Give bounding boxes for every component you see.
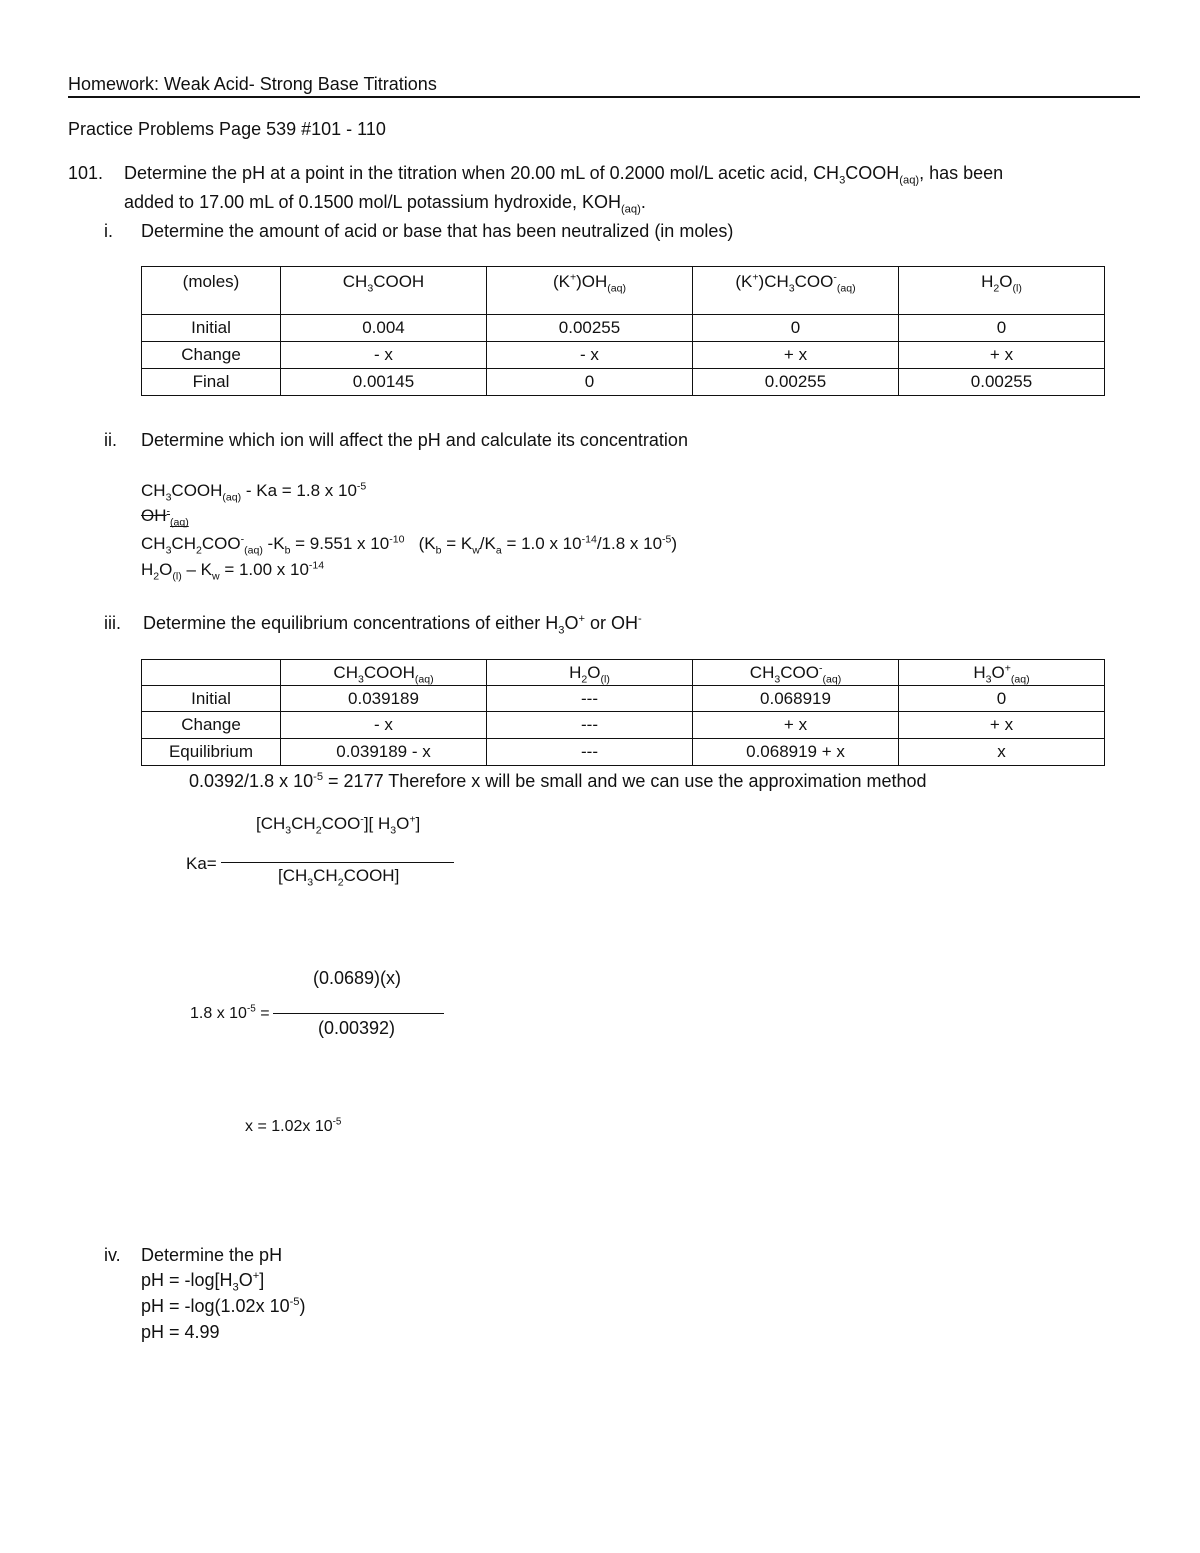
table-cell: Initial — [142, 686, 281, 712]
kw-line: $H_2O_{(l)} - K_w = 1.00$ x $10^{-14}$ — [141, 559, 325, 583]
table-cell: 0.004 — [281, 315, 487, 342]
numeric-denominator: (0.00392) — [318, 1018, 396, 1038]
kb-line: $CH_3CH_2COO^-_{(aq)}$ $-K_b = 9.551$ x $10^{-10}$ ($K_b = K_w/K_a = 1.0$ x $10^{-14}/1.8$ x $10^{-5}$) — [141, 533, 678, 557]
table-cell: $H_2O_{(l)}$ — [899, 267, 1105, 315]
table-cell: Final — [142, 369, 281, 396]
table-cell: 0 — [899, 315, 1105, 342]
problem-number: 101. — [68, 163, 104, 183]
ph-line-1: pH = $-\log[H_3O^+]$ — [141, 1270, 265, 1294]
table-cell: 0.068919 + x — [693, 739, 899, 766]
step-iii-label: Determine the equilibrium concentrations of either $H_3O^+$ or OH- — [143, 613, 642, 637]
table-cell: - x — [281, 712, 487, 739]
numeric-numerator: (0.0689)(x) — [313, 968, 402, 988]
table-cell: - x — [487, 342, 693, 369]
table-cell: x — [899, 739, 1105, 766]
table-row — [142, 739, 1105, 766]
numeric-fraction-bar — [273, 1013, 444, 1014]
ph-line-3: pH = 4.99 — [141, 1322, 220, 1342]
ka-numerator: $[CH_3CH_2COO^-]$[ $H_3O^+$] — [256, 813, 421, 837]
table-cell: 0.00145 — [281, 369, 487, 396]
struck-hydroxide-line: $OH^-_{(aq)}$ — [141, 505, 189, 529]
table-cell: Equilibrium — [142, 739, 281, 766]
step-ii-label: Determine which ion will affect the pH and calculate its concentration — [141, 430, 688, 450]
table-row — [142, 315, 1105, 342]
step-ii-numeral: ii. — [104, 430, 117, 450]
ph-line-2: pH = -log(1.02x $10^{-5}$) — [141, 1296, 306, 1316]
table-cell: 0.039189 — [281, 686, 487, 712]
table-cell: Change — [142, 712, 281, 739]
table-cell: Initial — [142, 315, 281, 342]
table-row — [142, 686, 1105, 712]
table-cell: 0.068919 — [693, 686, 899, 712]
table-cell: $CH_3COOH$ — [281, 267, 487, 315]
table-cell: $H_2O_{(l)}$ — [487, 660, 693, 686]
ka-denominator: $[CH_3CH_2COOH]$ — [278, 866, 400, 889]
x-result: x = 1.02x $10^{-5}$ — [245, 1116, 342, 1135]
table-header-row — [142, 267, 1105, 315]
table-cell: + x — [899, 712, 1105, 739]
numeric-lhs: 1.8 x $10^{-5}$ = — [190, 1003, 270, 1022]
step-iv-label: Determine the pH — [141, 1245, 283, 1265]
table-row — [142, 342, 1105, 369]
step-iii-numeral: iii. — [104, 613, 121, 633]
table-cell: - x — [281, 342, 487, 369]
table-cell: 0.00255 — [899, 369, 1105, 396]
table-cell: 0.00255 — [693, 369, 899, 396]
table-header-row — [142, 660, 1105, 686]
approximation-check: 0.0392/1.8 x $10^{-5} = 2177$ Therefore x will be small and we can use the approximation method — [189, 771, 927, 791]
table-cell: --- — [487, 739, 693, 766]
table-cell: + x — [693, 712, 899, 739]
problem-statement-line-2: added to 17.00 mL of 0.1500 mol/L potassium hydroxide, $KOH_{(aq)}$. — [124, 192, 646, 216]
equilibrium-ice-table — [141, 659, 1105, 766]
page-header — [68, 74, 1140, 98]
table-cell: $(K^+)OH_{(aq)}$ — [487, 267, 693, 315]
table-cell: (moles) — [142, 267, 281, 315]
table-cell: 0 — [899, 686, 1105, 712]
table-cell: Change — [142, 342, 281, 369]
problem-statement-line-1: Determine the pH at a point in the titration when 20.00 mL of 0.2000 mol/L acetic acid, $CH_3COOH_{(aq)}$, has been — [124, 163, 1004, 187]
table-cell — [142, 660, 281, 686]
ka-line: $CH_3COOH_{(aq)} - Ka = 1.8$ x $10^{-5}$ — [141, 480, 367, 504]
table-row — [142, 712, 1105, 739]
step-i-label: Determine the amount of acid or base that has been neutralized (in moles) — [141, 221, 734, 241]
step-i-numeral: i. — [104, 221, 113, 241]
practice-problems-subtitle: Practice Problems Page 539 #101 - 110 — [68, 119, 386, 139]
table-cell: $(K^+)CH_3COO^-_{(aq)}$ — [693, 267, 899, 315]
table-cell: + x — [899, 342, 1105, 369]
page-title: Homework: Weak Acid- Strong Base Titrations — [68, 74, 437, 94]
table-cell: 0 — [487, 369, 693, 396]
table-cell: $CH_3COOH_{(aq)}$ — [281, 660, 487, 686]
ka-label: Ka= — [186, 854, 217, 873]
table-cell: 0 — [693, 315, 899, 342]
table-row — [142, 369, 1105, 396]
table-cell: --- — [487, 686, 693, 712]
table-cell: $H_3O^+_{(aq)}$ — [899, 660, 1105, 686]
table-cell: 0.00255 — [487, 315, 693, 342]
moles-ice-table — [141, 266, 1105, 396]
table-cell: --- — [487, 712, 693, 739]
ka-fraction-bar — [221, 862, 454, 863]
table-cell: 0.039189 - x — [281, 739, 487, 766]
table-cell: $CH_3COO^-_{(aq)}$ — [693, 660, 899, 686]
step-iv-numeral: iv. — [104, 1245, 121, 1265]
table-cell: + x — [693, 342, 899, 369]
